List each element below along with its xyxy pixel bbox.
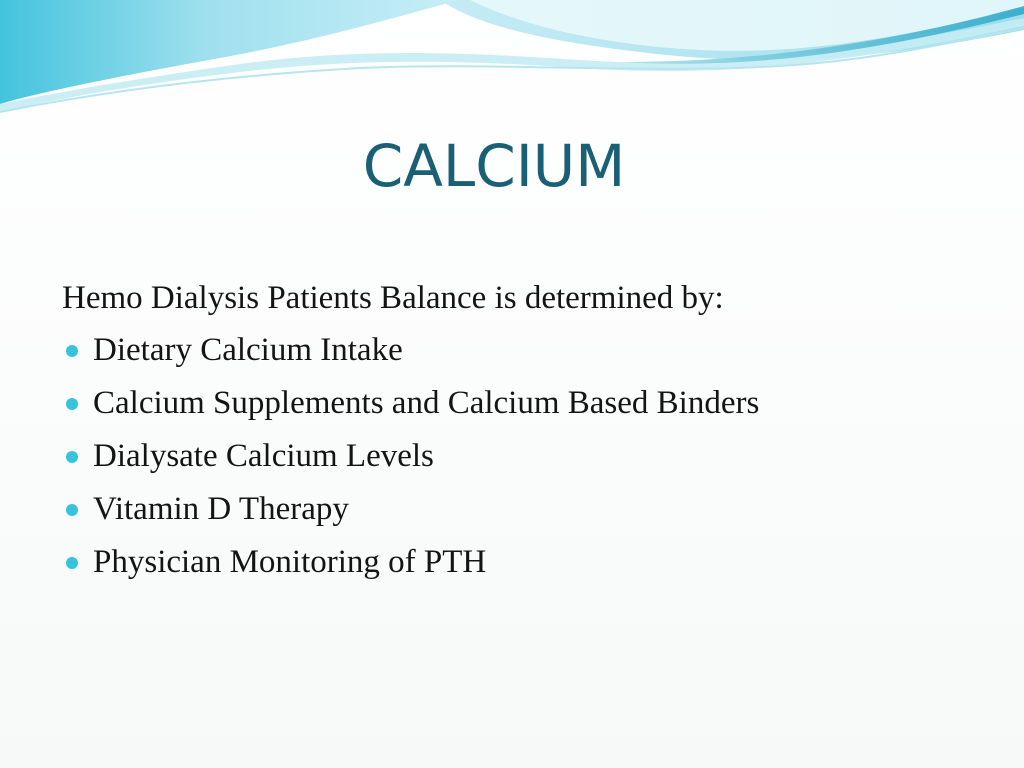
bullet-item [62, 430, 982, 483]
slide-title: CALCIUM [362, 132, 626, 200]
bullet-item [62, 377, 982, 430]
bullet-text: Dialysate Calcium Levels [93, 438, 434, 474]
header-wave-decoration [0, 0, 1024, 125]
bullet-dot-icon [66, 345, 78, 357]
bullet-text: Calcium Supplements and Calcium Based Binders [93, 385, 760, 421]
bullet-dot-icon [66, 557, 78, 569]
bullet-text: Physician Monitoring of PTH [93, 544, 487, 580]
bullet-item [62, 324, 982, 377]
bullet-list [62, 324, 982, 589]
bullet-item [62, 483, 982, 536]
bullet-dot-icon [66, 451, 78, 463]
slide-body [62, 272, 982, 589]
bullet-dot-icon [66, 398, 78, 410]
bullet-text: Dietary Calcium Intake [93, 332, 403, 368]
bullet-item [62, 536, 982, 589]
intro-text: Hemo Dialysis Patients Balance is determined by: [62, 280, 724, 316]
bullet-text: Vitamin D Therapy [93, 491, 349, 527]
bullet-dot-icon [66, 504, 78, 516]
